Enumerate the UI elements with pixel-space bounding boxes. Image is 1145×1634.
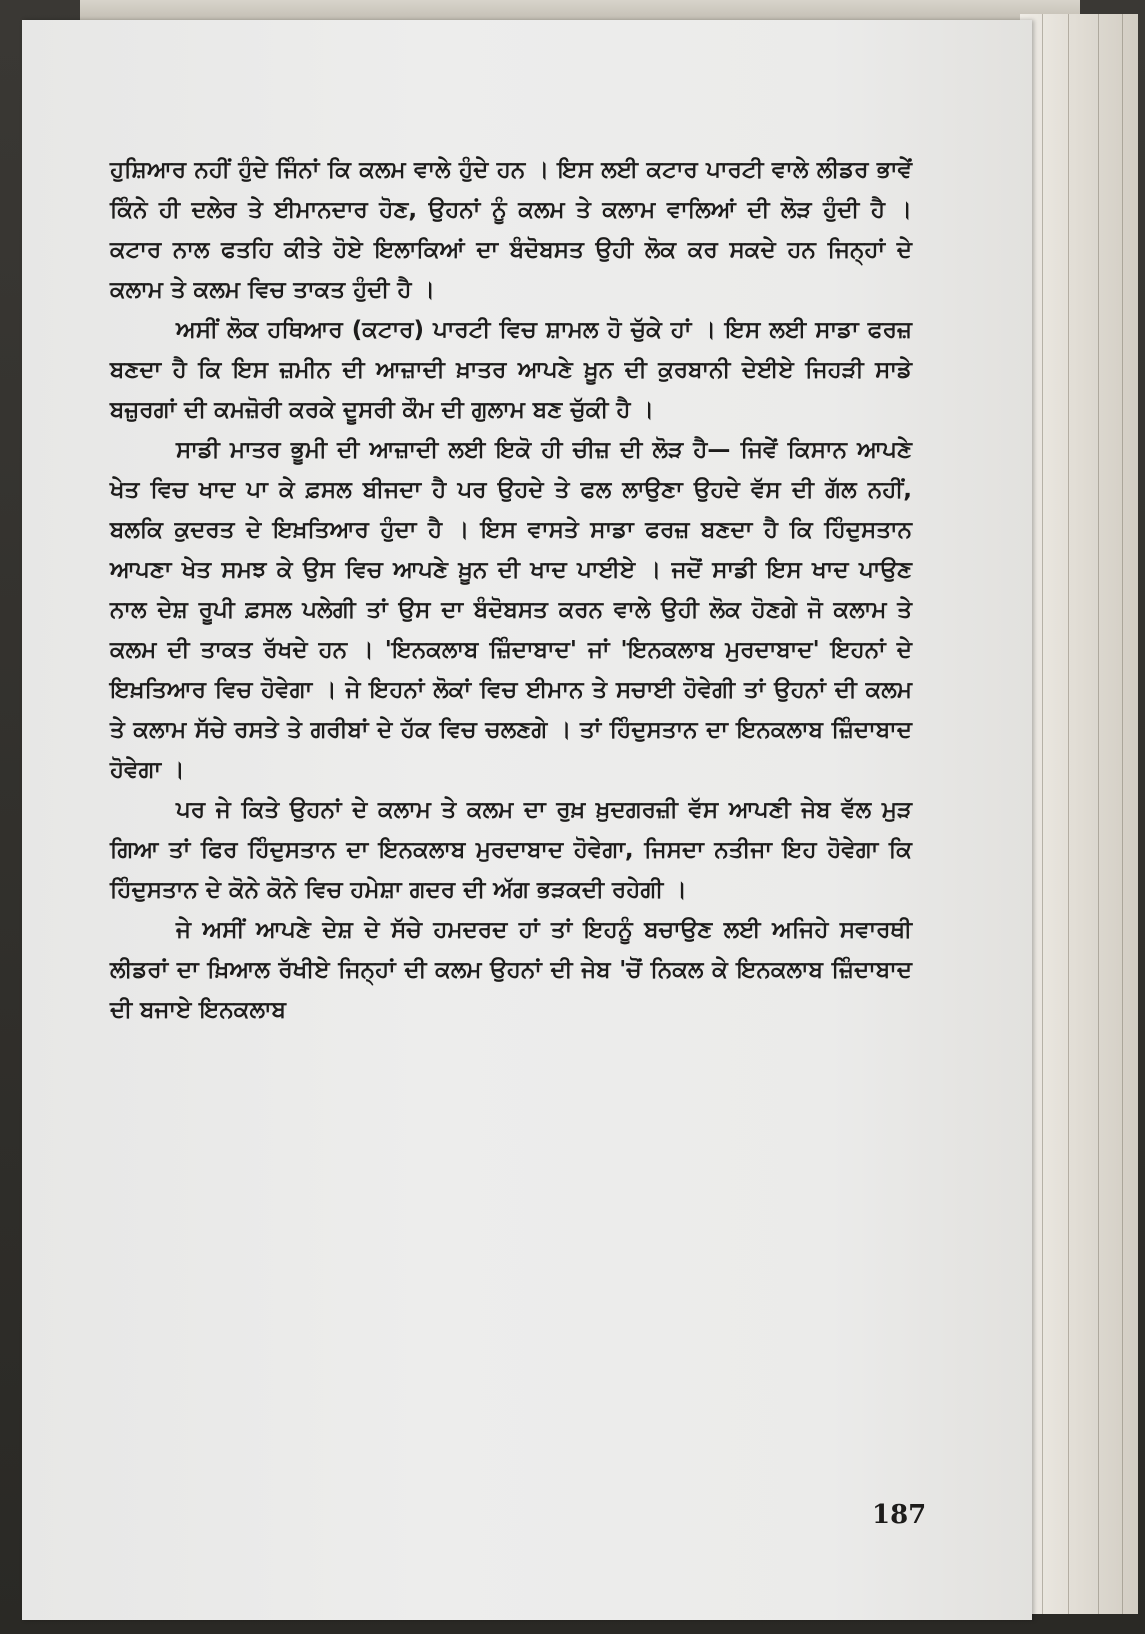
page-body-text (110, 150, 912, 1030)
page-edge-line (1098, 14, 1099, 1614)
paragraph-3: ਸਾਡੀ ਮਾਤਰ ਭੂਮੀ ਦੀ ਆਜ਼ਾਦੀ ਲਈ ਇਕੋ ਹੀ ਚੀਜ਼ ਦੀ ਲੋੜ ਹੈ— ਜਿਵੇਂ ਕਿਸਾਨ ਆਪਣੇ ਖੇਤ ਵਿਚ ਖਾਦ ਪਾ ਕੇ ਫ਼ਸਲ ਬੀਜਦਾ ਹੈ ਪਰ ਉਹਦੇ ਤੇ ਫਲ ਲਾਉਣਾ ਉਹਦੇ ਵੱਸ ਦੀ ਗੱਲ ਨਹੀਂ, ਬਲਕਿ ਕੁਦਰਤ ਦੇ ਇਖ਼ਤਿਆਰ ਹੁੰਦਾ ਹੈ । ਇਸ ਵਾਸਤੇ ਸਾਡਾ ਫਰਜ਼ ਬਣਦਾ ਹੈ ਕਿ ਹਿੰਦੁਸਤਾਨ ਆਪਣਾ ਖੇਤ ਸਮਝ ਕੇ ਉਸ ਵਿਚ ਆਪਣੇ ਖ਼ੂਨ ਦੀ ਖਾਦ ਪਾਈਏ । ਜਦੋਂ ਸਾਡੀ ਇਸ ਖਾਦ ਪਾਉਣ ਨਾਲ ਦੇਸ਼ ਰੂਪੀ ਫ਼ਸਲ ਪਲੇਗੀ ਤਾਂ ਉਸ ਦਾ ਬੰਦੋਬਸਤ ਕਰਨ ਵਾਲੇ ਉਹੀ ਲੋਕ ਹੋਣਗੇ ਜੋ ਕਲਾਮ ਤੇ ਕਲਮ ਦੀ ਤਾਕਤ ਰੱਖਦੇ ਹਨ । 'ਇਨਕਲਾਬ ਜ਼ਿੰਦਾਬਾਦ' ਜਾਂ 'ਇਨਕਲਾਬ ਮੁਰਦਾਬਾਦ' ਇਹਨਾਂ ਦੇ ਇਖ਼ਤਿਆਰ ਵਿਚ ਹੋਵੇਗਾ । ਜੇ ਇਹਨਾਂ ਲੋਕਾਂ ਵਿਚ ਈਮਾਨ ਤੇ ਸਚਾਈ ਹੋਵੇਗੀ ਤਾਂ ਉਹਨਾਂ ਦੀ ਕਲਮ ਤੇ ਕਲਾਮ ਸੱਚੇ ਰਸਤੇ ਤੇ ਗਰੀਬਾਂ ਦੇ ਹੱਕ ਵਿਚ ਚਲਣਗੇ । ਤਾਂ ਹਿੰਦੁਸਤਾਨ ਦਾ ਇਨਕਲਾਬ ਜ਼ਿੰਦਾਬਾਦ ਹੋਵੇਗਾ । (110, 437, 912, 783)
page-edge-line (1068, 14, 1069, 1614)
page-edge-line (1122, 14, 1123, 1614)
page-number: 187 (872, 1500, 927, 1530)
paragraph-4: ਪਰ ਜੇ ਕਿਤੇ ਉਹਨਾਂ ਦੇ ਕਲਾਮ ਤੇ ਕਲਮ ਦਾ ਰੁਖ਼ ਖ਼ੁਦਗਰਜ਼ੀ ਵੱਸ ਆਪਣੀ ਜੇਬ ਵੱਲ ਮੁੜ ਗਿਆ ਤਾਂ ਫਿਰ ਹਿੰਦੁਸਤਾਨ ਦਾ ਇਨਕਲਾਬ ਮੁਰਦਾਬਾਦ ਹੋਵੇਗਾ, ਜਿਸਦਾ ਨਤੀਜਾ ਇਹ ਹੋਵੇਗਾ ਕਿ ਹਿੰਦੁਸਤਾਨ ਦੇ ਕੋਨੇ ਕੋਨੇ ਵਿਚ ਹਮੇਸ਼ਾ ਗਦਰ ਦੀ ਅੱਗ ਭੜਕਦੀ ਰਹੇਗੀ । (110, 797, 912, 903)
page-edge-line (1042, 14, 1043, 1614)
paragraph-5: ਜੇ ਅਸੀਂ ਆਪਣੇ ਦੇਸ਼ ਦੇ ਸੱਚੇ ਹਮਦਰਦ ਹਾਂ ਤਾਂ ਇਹਨੂੰ ਬਚਾਉਣ ਲਈ ਅਜਿਹੇ ਸਵਾਰਥੀ ਲੀਡਰਾਂ ਦਾ ਖ਼ਿਆਲ ਰੱਖੀਏ ਜਿਨ੍ਹਾਂ ਦੀ ਕਲਮ ਉਹਨਾਂ ਦੀ ਜੇਬ 'ਚੋਂ ਨਿਕਲ ਕੇ ਇਨਕਲਾਬ ਜ਼ਿੰਦਾਬਾਦ ਦੀ ਬਜਾਏ ਇਨਕਲਾਬ (110, 917, 912, 1023)
paragraph-1: ਹੁਸ਼ਿਆਰ ਨਹੀਂ ਹੁੰਦੇ ਜਿੰਨਾਂ ਕਿ ਕਲਮ ਵਾਲੇ ਹੁੰਦੇ ਹਨ । ਇਸ ਲਈ ਕਟਾਰ ਪਾਰਟੀ ਵਾਲੇ ਲੀਡਰ ਭਾਵੇਂ ਕਿੰਨੇ ਹੀ ਦਲੇਰ ਤੇ ਈਮਾਨਦਾਰ ਹੋਣ, ਉਹਨਾਂ ਨੂੰ ਕਲਮ ਤੇ ਕਲਾਮ ਵਾਲਿਆਂ ਦੀ ਲੋੜ ਹੁੰਦੀ ਹੈ । ਕਟਾਰ ਨਾਲ ਫਤਹਿ ਕੀਤੇ ਹੋਏ ਇਲਾਕਿਆਂ ਦਾ ਬੰਦੋਬਸਤ ਉਹੀ ਲੋਕ ਕਰ ਸਕਦੇ ਹਨ ਜਿਨ੍ਹਾਂ ਦੇ ਕਲਾਮ ਤੇ ਕਲਮ ਵਿਚ ਤਾਕਤ ਹੁੰਦੀ ਹੈ । (110, 157, 912, 303)
stacked-page-edges (1020, 14, 1138, 1614)
paragraph-2: ਅਸੀਂ ਲੋਕ ਹਥਿਆਰ (ਕਟਾਰ) ਪਾਰਟੀ ਵਿਚ ਸ਼ਾਮਲ ਹੋ ਚੁੱਕੇ ਹਾਂ । ਇਸ ਲਈ ਸਾਡਾ ਫਰਜ਼ ਬਣਦਾ ਹੈ ਕਿ ਇਸ ਜ਼ਮੀਨ ਦੀ ਆਜ਼ਾਦੀ ਖ਼ਾਤਰ ਆਪਣੇ ਖ਼ੂਨ ਦੀ ਕੁਰਬਾਨੀ ਦੇਈਏ ਜਿਹੜੀ ਸਾਡੇ ਬਜ਼ੁਰਗਾਂ ਦੀ ਕਮਜ਼ੋਰੀ ਕਰਕੇ ਦੂਸਰੀ ਕੌਮ ਦੀ ਗੁਲਾਮ ਬਣ ਚੁੱਕੀ ਹੈ । (110, 317, 912, 423)
